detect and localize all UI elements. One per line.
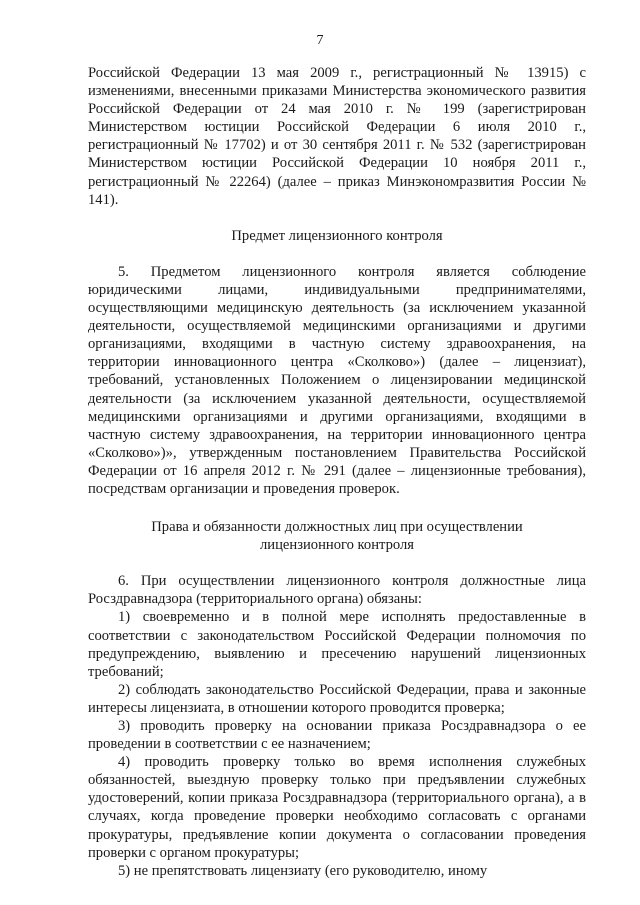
list-item-3: 3) проводить проверку на основании приказа Росздравнадзора о ее проведении в соответствии с ее назначением; (88, 718, 586, 753)
section-heading-line-2: лицензионного контроля (260, 537, 414, 554)
intro-paragraph: Российской Федерации 13 мая 2009 г., регистрационный № 13915) с изменениями, внесенными приказами Министерства экономического развития Российской Федерации от 24 мая 2010 г. № 199 (зарегистрирован Министерством юстиции Российской Федерации 6 июля 2010 г., регистрационный № 17702) и от 30 сентября 2011 г. № 532 (зарегистрирован Министерством юстиции Российской Федерации 10 ноября 2011 г., регистрационный № 22264) (далее – приказ Минэкономразвития России № 141). (88, 65, 586, 208)
section-heading-line-1: Права и обязанности должностных лиц при осуществлении (151, 519, 523, 536)
section-heading-officials-rights (88, 518, 586, 554)
paragraph-5: 5. Предметом лицензионного контроля является соблюдение юридическими лицами, индивидуальными предпринимателями, осуществляющими медицинскую деятельность (за исключением указанной деятельности, осуществляемой медицинскими организациями и другими организациями, входящими в частную систему здравоохранения, на территории инновационного центра «Сколково») (далее – лицензиат), требований, установленных Положением о лицензировании медицинской деятельности (за исключением указанной деятельности, осуществляемой медицинскими организациями и другими организациями, входящими в частную систему здравоохранения, на территории инновационного центра «Сколково»)», утвержденным постановлением Правительства Российской Федерации от 16 апреля 2012 г. № 291 (далее – лицензионные требования), посредствам организации и проведения проверок. (88, 263, 586, 497)
section-heading-license-control-subject: Предмет лицензионного контроля (231, 227, 443, 244)
paragraph-6: 6. При осуществлении лицензионного контроля должностные лица Росздравнадзора (территориального органа) обязаны: (88, 573, 586, 608)
list-item-4: 4) проводить проверку только во время исполнения служебных обязанностей, выездную проверку только при предъявлении служебных удостоверений, копии приказа Росздравнадзора (территориального органа), а в случаях, когда проведение проверки необходимо согласовать с органами прокуратуры, предъявление копии документа о согласовании проведения проверки с органом прокуратуры; (88, 754, 586, 861)
list-item-5: 5) не препятствовать лицензиату (его руководителю, иному (118, 862, 488, 879)
list-item-2: 2) соблюдать законодательство Российской Федерации, права и законные интересы лицензиата, в отношении которого проводится проверка; (88, 681, 586, 716)
document-body (88, 64, 586, 880)
page-number: 7 (316, 33, 324, 48)
list-item-1: 1) своевременно и в полной мере исполнять предоставленные в соответствии с законодательством Российской Федерации полномочия по предупреждению, выявлению и пресечению нарушений лицензионных требований; (88, 609, 586, 680)
